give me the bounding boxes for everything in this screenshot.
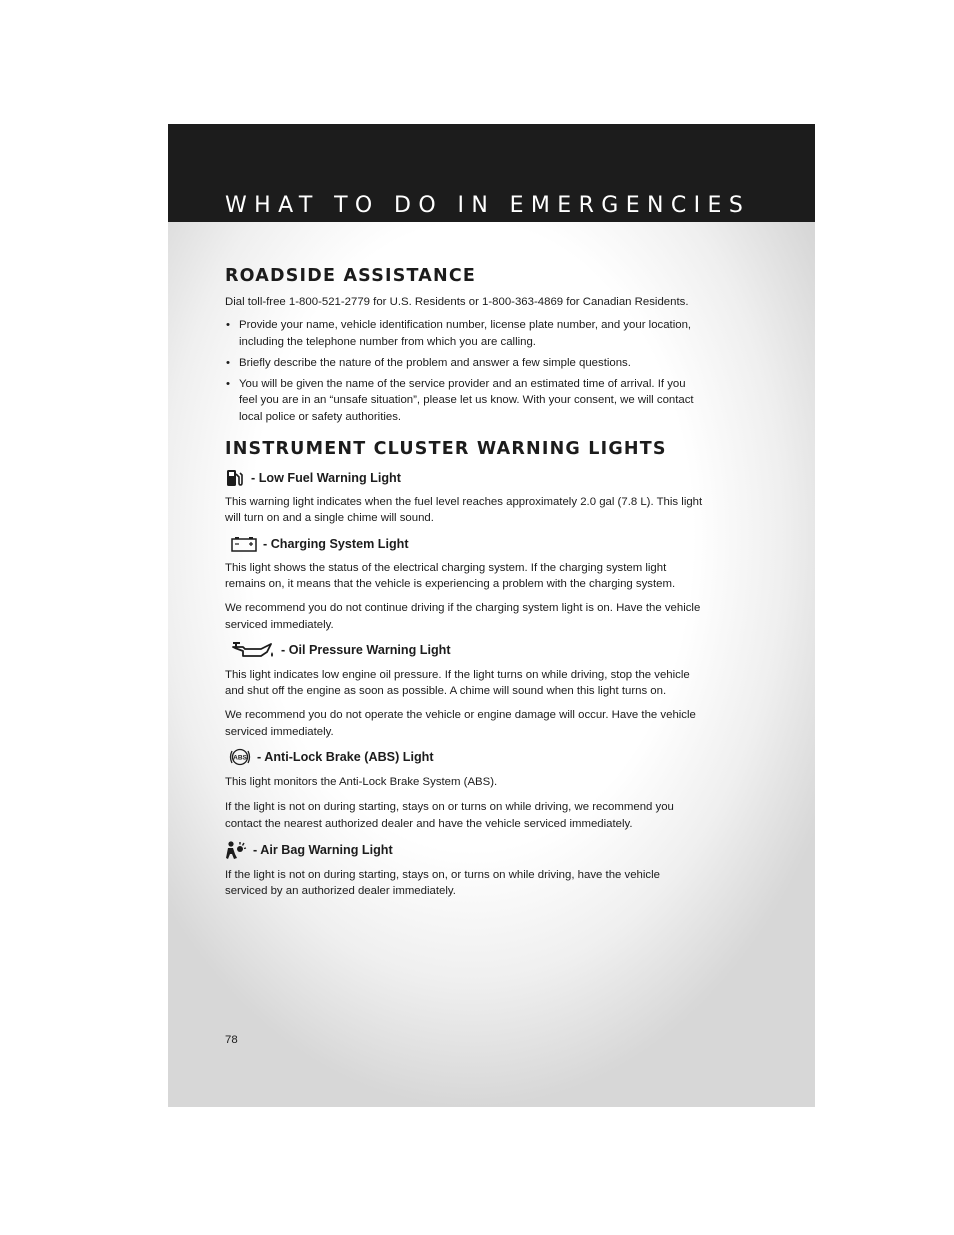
oil-pressure-text-2: We recommend you do not operate the vehicle or engine damage will occur. Have the vehicle serviced immediately. [225,709,696,738]
charging-text-2: We recommend you do not continue driving if the charging system light is on. Have the vehicle serviced immediately. [225,602,701,631]
roadside-bullet: • You will be given the name of the service provider and an estimated time of arrival. If you feel you are in an “unsafe situation”, please let us know. With your consent, we will contact local police or safety authorities. [225,376,703,425]
page-number: 78 [225,1034,238,1046]
roadside-intro: Dial toll-free 1-800-521-2779 for U.S. Residents or 1-800-363-4869 for Canadian Residents. [225,296,689,308]
fuel-pump-icon [225,469,245,487]
abs-subheading [225,747,703,767]
manual-page [168,124,815,1107]
airbag-subheading [225,840,703,860]
charging-title: - Charging System Light [263,536,409,551]
page-title: WHAT TO DO IN EMERGENCIES [225,193,751,218]
warning-lights-heading: INSTRUMENT CLUSTER WARNING LIGHTS [225,439,667,460]
abs-text-1: This light monitors the Anti-Lock Brake System (ABS). [225,776,498,789]
airbag-title: - Air Bag Warning Light [253,842,393,857]
low-fuel-title: - Low Fuel Warning Light [251,471,401,486]
low-fuel-text: This warning light indicates when the fuel level reaches approximately 2.0 gal (7.8 L). This light will turn on and a single chime will sound. [225,496,703,525]
oil-pressure-text-1: This light indicates low engine oil pressure. If the light turns on while driving, stop the vehicle and shut off the engine as soon as possible. A chime will sound when this light turns on. [225,668,690,698]
header-band [168,124,815,222]
roadside-bullet: • Provide your name, vehicle identification number, license plate number, and your location, including the telephone number from which you are calling. [225,317,703,350]
airbag-icon [225,840,247,860]
abs-title: - Anti-Lock Brake (ABS) Light [257,750,434,765]
content-area [225,266,703,900]
charging-text-1: This light shows the status of the electrical charging system. If the charging system light remains on, it means that the vehicle is experiencing a problem with the charging system. [225,561,676,590]
charging-subheading [225,536,703,552]
roadside-bullet-list [225,317,703,425]
oil-pressure-title: - Oil Pressure Warning Light [281,642,451,657]
abs-icon-label: ABS [233,754,247,762]
battery-icon [231,536,257,552]
abs-text-2: If the light is not on during starting, stays on or turns on while driving, we recommend you contact the nearest authorized dealer and have the vehicle serviced immediately. [225,801,674,830]
abs-icon [229,747,251,767]
oil-pressure-subheading [225,640,703,660]
roadside-bullet: • Briefly describe the nature of the problem and answer a few simple questions. [225,355,703,371]
roadside-assistance-heading: ROADSIDE ASSISTANCE [225,266,477,286]
oil-can-icon [231,640,275,660]
low-fuel-subheading [225,469,703,487]
airbag-text: If the light is not on during starting, stays on, or turns on while driving, have the vehicle serviced by an authorized dealer immediately. [225,868,660,898]
